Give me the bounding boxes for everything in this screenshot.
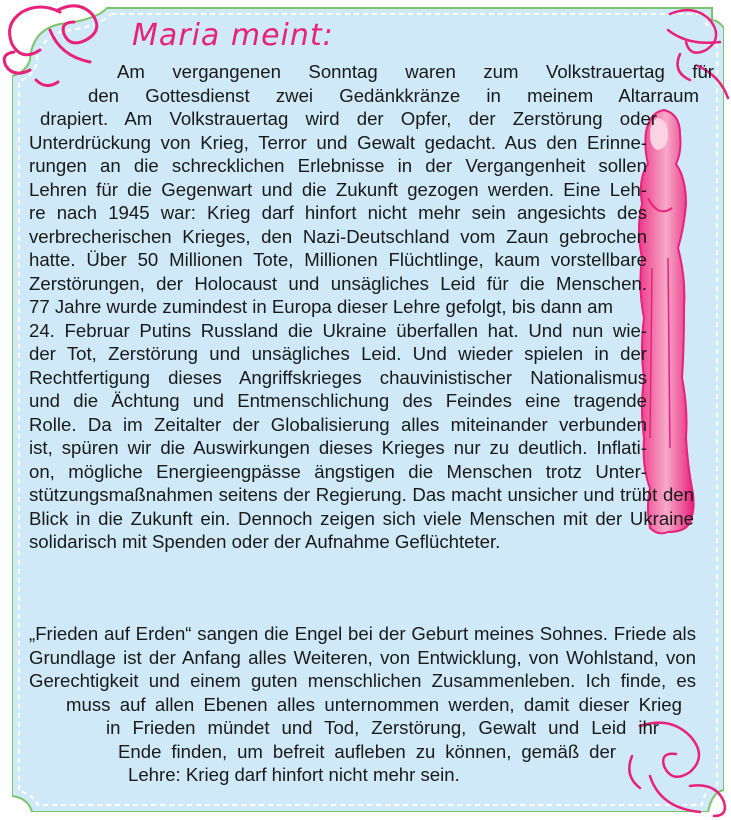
text-line: solidarisch mit Spenden oder der Aufnahme Geflüchteter. — [29, 531, 501, 552]
text-line: Lehren für die Gegenwart und die Zukunft gezogen werden. Eine Leh- — [29, 178, 647, 200]
text-line: der Tot, Zerstörung und unsägliches Leid. Und wieder spielen in der — [29, 343, 647, 364]
page-title: Maria meint: — [132, 18, 334, 53]
text-line: den Gottesdienst zwei Gedänkkränze in meinem Altarraum — [88, 84, 699, 106]
text-line: verbrecherischen Krieges, den Nazi-Deutschland vom Zaun gebrochen — [29, 225, 647, 247]
text-line: und die Ächtung und Entmenschlichung des Feindes eine tragende — [29, 390, 647, 411]
text-line: Rechtfertigung dieses Angriffskrieges chauvinistischer Nationalismus — [29, 366, 647, 388]
text-line: on, mögliche Energieengpässe ängstigen die Menschen trotz Unter- — [29, 460, 647, 482]
text-line: „Frieden auf Erden“ sangen die Engel bei der Geburt meines Sohnes. Friede als — [29, 623, 696, 644]
text-line: Zerstörungen, der Holocaust und unsägliches Leid für die Menschen. — [29, 272, 647, 294]
text-line: Gerechtigkeit und einem guten menschlichen Zusammenleben. Ich finde, es — [29, 670, 696, 691]
text-line: stützungsmaßnahmen seitens der Regierung. Das macht unsicher und trübt den — [29, 484, 694, 505]
text-line: rungen an die schrecklichen Erlebnisse in der Vergangenheit sollen — [29, 155, 647, 176]
text-line: Am vergangenen Sonntag waren zum Volkstrauertag für — [117, 61, 714, 82]
text-line: 24. Februar Putins Russland die Ukraine überfallen hat. Und nun wie- — [29, 319, 647, 341]
text-line: re nach 1945 war: Krieg darf hinfort nicht mehr sein angesichts des — [29, 202, 647, 223]
text-line: Lehre: Krieg darf hinfort nicht mehr sein. — [128, 764, 460, 785]
text-line: Grundlage ist der Anfang alles Weiteren, von Entwicklung, von Wohlstand, von — [29, 646, 696, 668]
text-line: in Frieden mündet und Tod, Zerstörung, Gewalt und Leid ihr — [106, 717, 659, 738]
text-line: muss auf allen Ebenen alles unternommen werden, damit dieser Krieg — [66, 693, 682, 715]
text-line: hatte. Über 50 Millionen Tote, Millionen Flüchtlinge, kaum vorstellbare — [29, 249, 647, 270]
text-line: Blick in die Zukunft ein. Dennoch zeigen sich viele Menschen mit der Ukraine — [29, 507, 694, 529]
text-line: 77 Jahre wurde zumindest in Europa dieser Lehre gefolgt, bis dann am — [29, 296, 613, 317]
text-line: Ende finden, um befreit aufleben zu können, gemäß der — [118, 740, 616, 762]
text-line: drapiert. Am Volkstrauertag wird der Opfer, der Zerstörung oder — [40, 108, 657, 129]
text-line: Rolle. Da im Zeitalter der Globalisierung alles miteinander verbunden — [29, 413, 647, 435]
swirl-ornament-top-left — [0, 0, 110, 95]
text-line: Unterdrückung von Krieg, Terror und Gewalt gedacht. Aus den Erinne- — [29, 131, 647, 153]
text-line: ist, spüren wir die Auswirkungen dieses Krieges nur zu deutlich. Inflati- — [29, 437, 647, 458]
